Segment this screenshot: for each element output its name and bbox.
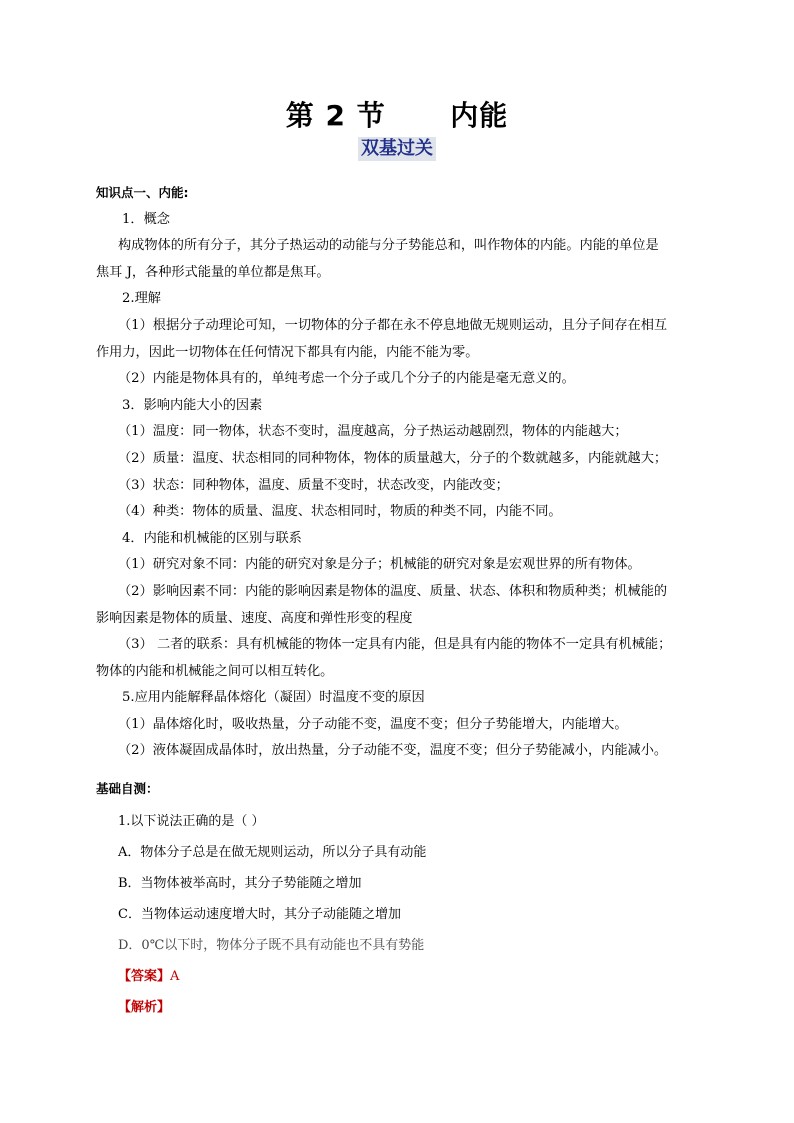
badge-container xyxy=(0,137,794,161)
subheading-concept: 1．概念 xyxy=(122,211,170,227)
paragraph-line: （1）研究对象不同：内能的研究对象是分子；机械能的研究对象是宏观世界的所有物体。 xyxy=(118,557,641,573)
option-c: C．当物体运动速度增大时，其分子动能随之增加 xyxy=(118,907,401,922)
quiz-section xyxy=(96,806,702,1023)
paragraph-line: （1）晶体熔化时，吸收热量，分子动能不变，温度不变；但分子势能增大，内能增大。 xyxy=(118,716,628,732)
paragraph-line: （4）种类：物体的质量、温度、状态相同时，物质的种类不同，内能不同。 xyxy=(118,504,562,520)
paragraph-line: 物体的内能和机械能之间可以相互转化。 xyxy=(96,663,334,679)
answer-value: A xyxy=(170,969,180,984)
analysis-label: 【解析】 xyxy=(118,1000,171,1015)
paragraph-line: （2）影响因素不同：内能的影响因素是物体的温度、质量、状态、体积和物质种类；机械能的 xyxy=(118,583,668,599)
paragraph-line: （2）质量：温度、状态相同的同种物体，物体的质量越大，分子的个数就越多，内能就越大； xyxy=(118,450,668,466)
self-test-heading: 基础自测： xyxy=(96,781,159,796)
paragraph-line: 焦耳 J，各种形式能量的单位都是焦耳。 xyxy=(96,264,330,280)
option-d: D．0℃以下时，物体分子既不具有动能也不具有势能 xyxy=(118,938,425,953)
subheading-difference: 4．内能和机械能的区别与联系 xyxy=(122,530,302,546)
paragraph-line: （2）液体凝固成晶体时，放出热量，分子动能不变，温度不变；但分子势能减小，内能减小。 xyxy=(118,743,668,759)
answer-line xyxy=(96,961,702,992)
subheading-understanding: 2.理解 xyxy=(122,291,161,307)
option-b: B．当物体被举高时，其分子势能随之增加 xyxy=(118,876,362,891)
knowledge-section xyxy=(96,180,702,765)
paragraph-line: （1）根据分子动理论可知，一切物体的分子都在永不停息地做无规则运动，且分子间存在相互 xyxy=(118,317,668,333)
page-title: 第 2 节 内能 xyxy=(285,99,509,132)
section-badge: 双基过关 xyxy=(358,137,436,161)
paragraph-line: 影响因素是物体的质量、速度、高度和弹性形变的程度 xyxy=(96,610,413,626)
paragraph-line: （3） 二者的联系：具有机械能的物体一定具有内能，但是具有内能的物体不一定具有机械能； xyxy=(118,637,672,653)
answer-label: 【答案】 xyxy=(118,969,171,984)
subheading-factors: 3．影响内能大小的因素 xyxy=(122,397,263,413)
paragraph-line: （2）内能是物体具有的，单纯考虑一个分子或几个分子的内能是毫无意义的。 xyxy=(118,371,575,387)
paragraph-line: 作用力，因此一切物体在任何情况下都具有内能，内能不能为零。 xyxy=(96,344,479,360)
option-a: A．物体分子总是在做无规则运动，所以分子具有动能 xyxy=(118,845,427,860)
subheading-application: 5.应用内能解释晶体熔化（凝固）时温度不变的原因 xyxy=(122,690,425,706)
paragraph-line: 构成物体的所有分子，其分子热运动的动能与分子势能总和，叫作物体的内能。内能的单位是 xyxy=(118,238,659,254)
question-text: 1.以下说法正确的是（ ） xyxy=(118,814,265,829)
analysis-line xyxy=(96,992,702,1023)
section-heading: 知识点一、内能: xyxy=(96,185,189,200)
paragraph-line: （1）温度：同一物体，状态不变时，温度越高，分子热运动越剧烈，物体的内能越大； xyxy=(118,424,628,440)
paragraph-line: （3）状态：同种物体，温度、质量不变时，状态改变，内能改变； xyxy=(118,477,509,493)
